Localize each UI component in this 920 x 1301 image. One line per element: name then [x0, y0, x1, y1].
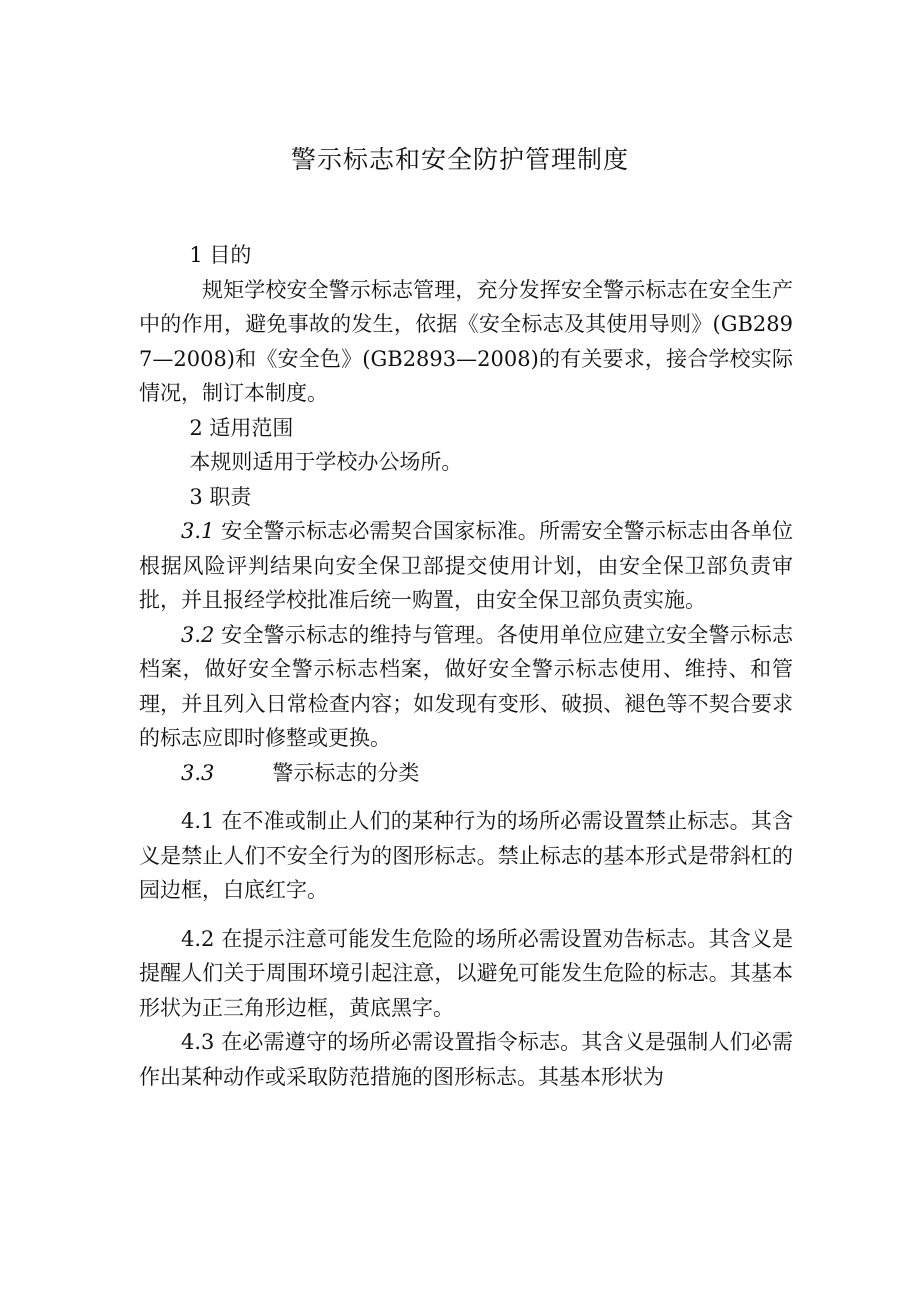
document-title: 警示标志和安全防护管理制度 — [290, 145, 629, 174]
clause-3-1 — [139, 514, 793, 618]
clause-3-1-text: 安全警示标志必需契合国家标准。所需安全警示标志由各单位根据风险评判结果向安全保卫部提交使用计划，由安全保卫部负责审批，并且报经学校批准后统一购置，由安全保卫部负责实施。 — [139, 519, 793, 612]
clause-4-1: 4.1 在不准或制止人们的某种行为的场所必需设置禁止标志。其含义是禁止人们不安全行为的图形标志。禁止标志的基本形式是带斜杠的园边框，白底红字。 — [139, 809, 793, 902]
clause-3-3 — [139, 756, 793, 791]
clause-3-2 — [139, 618, 793, 756]
clause-3-2-number: 3.2 — [181, 622, 215, 647]
section-3-heading: 3 职责 — [189, 484, 252, 509]
clause-3-2-text: 安全警示标志的维持与管理。各使用单位应建立安全警示标志档案，做好安全警示标志档案，做好安全警示标志使用、维持、和管理，并且列入日常检查内容；如发现有变形、破损、褪色等不契合要求的标志应即时修整或更换。 — [139, 622, 793, 750]
clause-3-3-text: 警示标志的分类 — [272, 760, 420, 785]
document-body — [139, 238, 793, 1094]
section-1-heading: 1 目的 — [189, 243, 252, 267]
section-1-body: 规矩学校安全警示标志管理，充分发挥安全警示标志在安全生产中的作用，避免事故的发生，依据《安全标志及其使用导则》(GB2897—2008)和《安全色》(GB2893—2008)的有关要求，接合学校实际情况，制订本制度。 — [139, 277, 793, 405]
clause-4-3: 4.3 在必需遵守的场所必需设置指令标志。其含义是强制人们必需作出某种动作或采取防范措施的图形标志。其基本形状为 — [139, 1030, 793, 1089]
clause-3-1-number: 3.1 — [181, 519, 215, 543]
clause-3-3-number: 3.3 — [181, 760, 215, 785]
section-2-heading: 2 适用范围 — [189, 415, 294, 440]
section-2-body: 本规则适用于学校办公场所。 — [189, 450, 463, 474]
clause-4-2: 4.2 在提示注意可能发生危险的场所必需设置劝告标志。其含义是提醒人们关于周围环境引起注意，以避免可能发生危险的标志。其基本形状为正三角形边框，黄底黑字。 — [139, 926, 793, 1020]
